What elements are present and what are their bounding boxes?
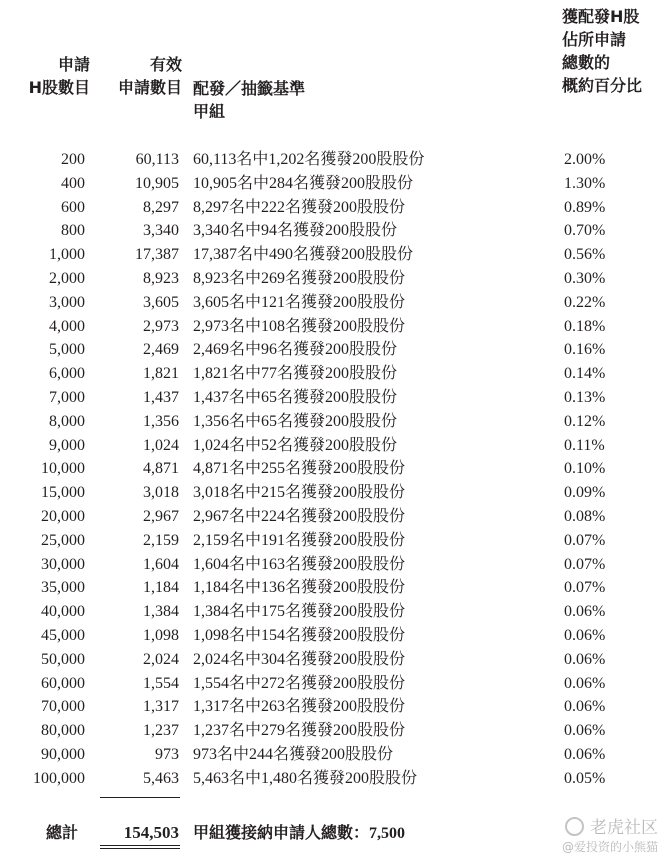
cell-percentage: 0.56% [564, 246, 606, 264]
cell-percentage: 0.07% [564, 579, 606, 597]
cell-percentage: 0.06% [564, 745, 606, 763]
cell-basis: 3,605名中121名獲發200股股份 [193, 293, 406, 311]
table-row [0, 196, 668, 220]
cell-applications: 2,469 [143, 341, 179, 359]
cell-applications: 3,605 [143, 293, 179, 311]
cell-basis: 1,821名中77名獲發200股股份 [193, 365, 398, 383]
cell-applications: 1,356 [143, 412, 179, 430]
watermark-line1: 老虎社区 [590, 818, 658, 838]
table-row [0, 695, 668, 719]
cell-shares: 15,000 [41, 484, 85, 502]
cell-basis: 8,923名中269名獲發200股股份 [193, 269, 406, 287]
cell-applications: 1,384 [143, 603, 179, 621]
cell-applications: 4,871 [143, 460, 179, 478]
table-row [0, 505, 668, 529]
table-row [0, 172, 668, 196]
total-desc-value: 7,500 [369, 825, 406, 842]
header-text: 申請 [57, 55, 90, 74]
table-row [0, 481, 668, 505]
allocation-table [0, 148, 668, 791]
header-text: H股數目 [28, 78, 90, 97]
cell-shares: 70,000 [41, 698, 85, 716]
total-accepted-applicants [193, 822, 405, 845]
cell-basis: 17,387名中490名獲發200股股份 [193, 246, 414, 264]
table-row [0, 219, 668, 243]
cell-percentage: 0.11% [564, 436, 605, 454]
total-label: 總計 [46, 823, 79, 842]
header-text: 獲配發H股 [562, 7, 640, 26]
cell-percentage: 0.06% [564, 722, 606, 740]
cell-applications: 1,317 [143, 698, 179, 716]
table-row [0, 386, 668, 410]
table-row [0, 767, 668, 791]
total-desc-label: 甲組獲接納申請人總數： [193, 823, 370, 842]
cell-basis: 2,469名中96名獲發200股股份 [193, 341, 398, 359]
cell-shares: 90,000 [41, 745, 85, 763]
table-row [0, 148, 668, 172]
cell-percentage: 0.89% [564, 198, 606, 216]
cell-shares: 10,000 [41, 460, 85, 478]
header-applied-shares [6, 53, 90, 99]
table-row [0, 362, 668, 386]
cell-shares: 8,000 [49, 412, 85, 430]
tiger-community-logo-icon [565, 817, 584, 836]
table-row [0, 553, 668, 577]
cell-basis: 1,604名中163名獲發200股股份 [193, 555, 406, 573]
table-row [0, 291, 668, 315]
cell-percentage: 0.09% [564, 484, 606, 502]
cell-shares: 400 [61, 174, 85, 192]
cell-percentage: 2.00% [564, 151, 606, 168]
table-row [0, 434, 668, 458]
cell-shares: 600 [61, 198, 85, 216]
table-row [0, 243, 668, 267]
cell-basis: 4,871名中255名獲發200股股份 [193, 460, 406, 478]
cell-basis: 1,024名中52名獲發200股股份 [193, 436, 398, 454]
cell-basis: 1,184名中136名獲發200股股份 [193, 579, 406, 597]
header-allocation-basis [193, 77, 305, 123]
cell-applications: 5,463 [143, 769, 179, 787]
table-row [0, 743, 668, 767]
table-row [0, 410, 668, 434]
cell-shares: 6,000 [49, 365, 85, 383]
cell-applications: 973 [155, 745, 179, 763]
cell-shares: 5,000 [49, 341, 85, 359]
cell-basis: 1,317名中263名獲發200股股份 [193, 698, 406, 716]
cell-shares: 9,000 [49, 436, 85, 454]
cell-percentage: 0.22% [564, 293, 606, 311]
cell-percentage: 1.30% [564, 174, 606, 192]
total-value: 154,503 [123, 823, 179, 842]
cell-shares: 40,000 [41, 603, 85, 621]
cell-percentage: 0.06% [564, 603, 606, 621]
cell-shares: 45,000 [41, 626, 85, 644]
watermark-user: @爱投资的小熊猫 [561, 840, 658, 854]
cell-basis: 8,297名中222名獲發200股股份 [193, 198, 406, 216]
cell-applications: 3,340 [143, 222, 179, 240]
cell-applications: 10,905 [135, 174, 179, 192]
cell-shares: 35,000 [41, 579, 85, 597]
cell-applications: 8,297 [143, 198, 179, 216]
cell-basis: 3,340名中94名獲發200股股份 [193, 222, 398, 240]
cell-applications: 1,184 [143, 579, 179, 597]
cell-percentage: 0.16% [564, 341, 606, 359]
cell-shares: 2,000 [49, 269, 85, 287]
cell-percentage: 0.08% [564, 507, 606, 525]
cell-percentage: 0.06% [564, 650, 606, 668]
cell-percentage: 0.06% [564, 698, 606, 716]
cell-percentage: 0.07% [564, 531, 606, 549]
cell-percentage: 0.12% [564, 412, 606, 430]
cell-shares: 25,000 [41, 531, 85, 549]
cell-basis: 1,554名中272名獲發200股股份 [193, 674, 406, 692]
cell-basis: 1,437名中65名獲發200股股份 [193, 388, 398, 406]
header-text: 總數的 [562, 53, 611, 72]
cell-shares: 80,000 [41, 722, 85, 740]
table-row [0, 457, 668, 481]
cell-basis: 1,237名中279名獲發200股股份 [193, 722, 406, 740]
cell-applications: 17,387 [135, 246, 179, 264]
table-row [0, 600, 668, 624]
cell-shares: 7,000 [49, 388, 85, 406]
table-row [0, 648, 668, 672]
cell-percentage: 0.10% [564, 460, 606, 478]
table-row [0, 576, 668, 600]
cell-basis: 2,159名中191名獲發200股股份 [193, 531, 406, 549]
cell-applications: 8,923 [143, 269, 179, 287]
header-text: 配發／抽籤基準 [193, 79, 306, 98]
cell-applications: 60,113 [135, 151, 179, 168]
table-row [0, 315, 668, 339]
cell-shares: 800 [61, 222, 85, 240]
table-row [0, 672, 668, 696]
cell-shares: 3,000 [49, 293, 85, 311]
cell-basis: 1,356名中65名獲發200股股份 [193, 412, 398, 430]
cell-percentage: 0.06% [564, 626, 606, 644]
cell-applications: 1,098 [143, 626, 179, 644]
cell-percentage: 0.07% [564, 555, 606, 573]
subtotal-rule [100, 797, 180, 798]
cell-applications: 2,967 [143, 507, 179, 525]
header-text: 有效 [149, 55, 182, 74]
total-double-rule-bottom [100, 848, 180, 849]
cell-percentage: 0.13% [564, 388, 606, 406]
cell-basis: 2,967名中224名獲發200股股份 [193, 507, 406, 525]
cell-shares: 60,000 [41, 674, 85, 692]
cell-basis: 10,905名中284名獲發200股股份 [193, 174, 414, 192]
table-row [0, 338, 668, 362]
cell-basis: 1,384名中175名獲發200股股份 [193, 603, 406, 621]
table-row [0, 719, 668, 743]
cell-applications: 1,604 [143, 555, 179, 573]
cell-shares: 50,000 [41, 650, 85, 668]
cell-percentage: 0.30% [564, 269, 606, 287]
table-row [0, 267, 668, 291]
cell-applications: 1,237 [143, 722, 179, 740]
cell-basis: 2,973名中108名獲發200股股份 [193, 317, 406, 335]
cell-shares: 20,000 [41, 507, 85, 525]
cell-applications: 2,024 [143, 650, 179, 668]
cell-basis: 2,024名中304名獲發200股股份 [193, 650, 406, 668]
cell-applications: 2,159 [143, 531, 179, 549]
cell-applications: 1,554 [143, 674, 179, 692]
header-approx-percentage [562, 5, 642, 97]
cell-percentage: 0.05% [564, 769, 606, 787]
cell-basis: 5,463名中1,480名獲發200股股份 [193, 769, 418, 787]
cell-percentage: 0.06% [564, 674, 606, 692]
table-row [0, 624, 668, 648]
table-row [0, 529, 668, 553]
cell-percentage: 0.14% [564, 365, 606, 383]
cell-applications: 2,973 [143, 317, 179, 335]
header-text: 甲組 [193, 102, 226, 121]
cell-percentage: 0.70% [564, 222, 606, 240]
cell-basis: 973名中244名獲發200股股份 [193, 745, 394, 763]
cell-percentage: 0.18% [564, 317, 606, 335]
cell-basis: 1,098名中154名獲發200股股份 [193, 626, 406, 644]
header-valid-applications [96, 53, 182, 99]
cell-applications: 1,821 [143, 365, 179, 383]
cell-applications: 1,437 [143, 388, 179, 406]
cell-basis: 3,018名中215名獲發200股股份 [193, 484, 406, 502]
total-double-rule-top [100, 845, 180, 846]
cell-shares: 30,000 [41, 555, 85, 573]
cell-basis: 60,113名中1,202名獲發200股股份 [193, 151, 425, 168]
header-text: 佔所申請 [562, 30, 627, 49]
cell-applications: 3,018 [143, 484, 179, 502]
header-text: 申請數目 [117, 78, 182, 97]
cell-shares: 200 [61, 151, 85, 168]
cell-shares: 4,000 [49, 317, 85, 335]
watermark-brand [565, 813, 658, 838]
cell-shares: 100,000 [33, 769, 85, 787]
cell-shares: 1,000 [49, 246, 85, 264]
header-text: 概約百分比 [562, 76, 643, 95]
cell-applications: 1,024 [143, 436, 179, 454]
